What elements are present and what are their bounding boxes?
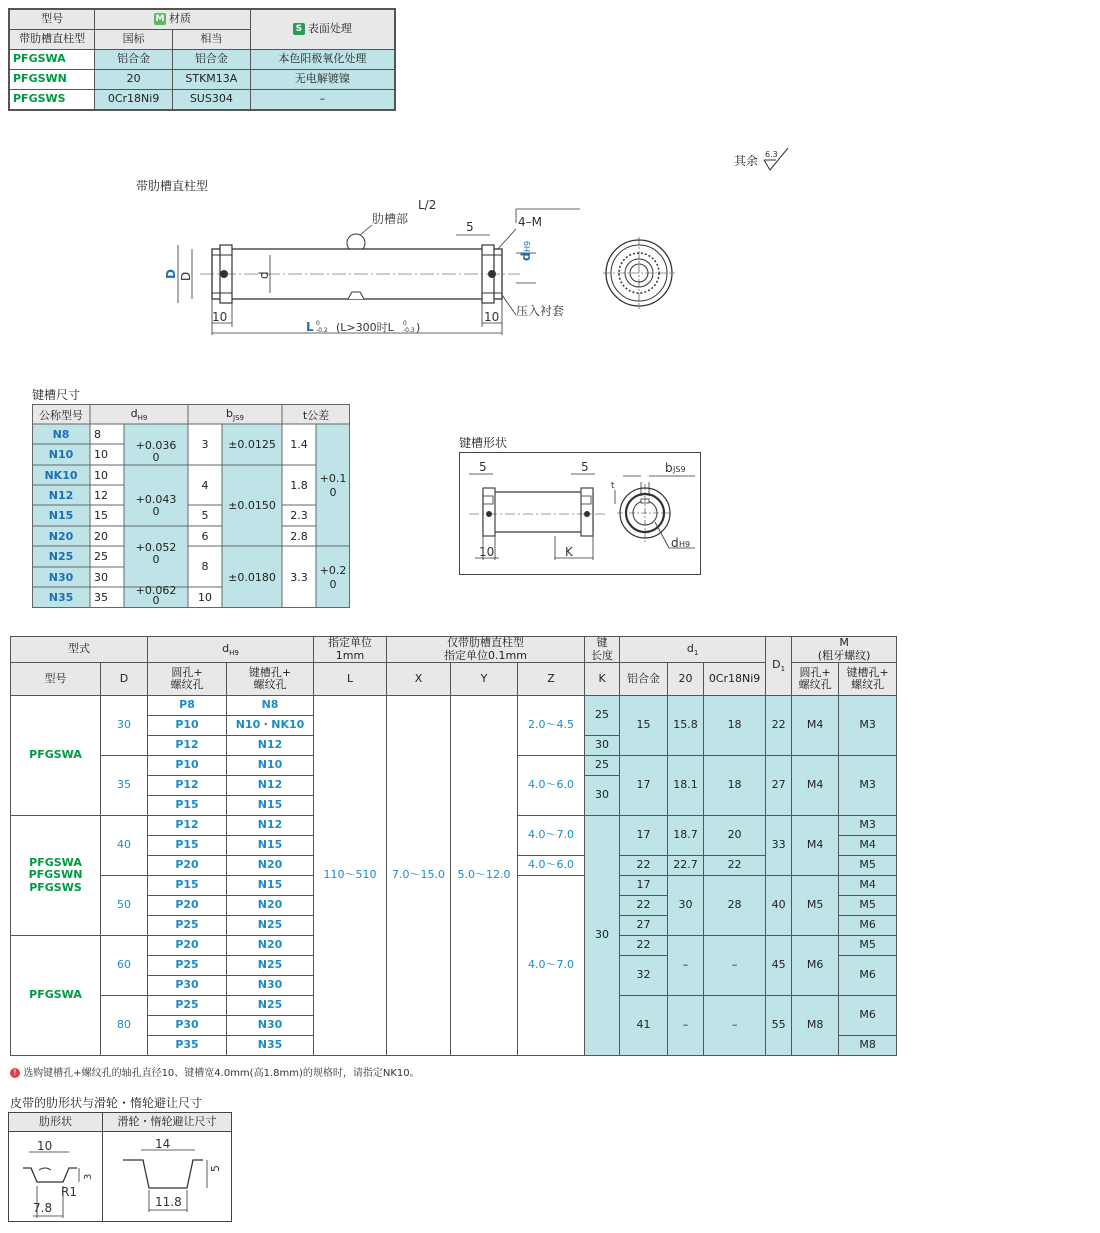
s3-label: 3	[83, 1173, 94, 1180]
Z-cell: 4.0～6.0	[518, 856, 585, 876]
m-round-cell: M8	[792, 996, 839, 1056]
D1-cell: 22	[766, 696, 792, 756]
header-al: 铝合金	[620, 663, 668, 696]
n-cell: N8	[227, 696, 314, 716]
p-cell: P35	[148, 1036, 227, 1056]
n-cell: N20	[227, 896, 314, 916]
keyway-model-cell: N12	[48, 489, 74, 502]
d1-al-cell: 22	[620, 856, 668, 876]
K-cell: 25	[585, 756, 620, 776]
D1-cell: 45	[766, 936, 792, 996]
footnote	[10, 1064, 420, 1079]
tol-bot1: -0.2	[316, 327, 328, 334]
K-cell: 30	[585, 776, 620, 816]
keyway-b-cell: 8	[201, 560, 209, 573]
keyway-model-cell: N25	[48, 550, 74, 563]
model-cell: PFGSWA	[9, 50, 95, 70]
n-cell: N15	[227, 796, 314, 816]
model-cell: PFGSWS	[9, 90, 95, 111]
keyway-ttol-cell: +0.1 0	[319, 472, 347, 499]
keyway-b-cell: 3	[201, 438, 209, 451]
K-cell: 30	[585, 816, 620, 1056]
model-cell: PFGSWN	[9, 70, 95, 90]
r1-label: R1	[61, 1185, 77, 1199]
Z-cell: 4.0～6.0	[518, 756, 585, 816]
equiv-cell: SUS304	[172, 90, 250, 111]
material-table	[8, 8, 396, 111]
m-key-cell: M4	[839, 876, 897, 896]
keyway-t-cell: 1.4	[290, 438, 308, 451]
header-key: 键 长度	[585, 637, 620, 663]
header-K: K	[585, 663, 620, 696]
header-unit2: 仅带肋槽直柱型 指定单位0.1mm	[387, 637, 585, 663]
n-cell: N25	[227, 956, 314, 976]
D1-cell: 40	[766, 876, 792, 936]
p-cell: P15	[148, 836, 227, 856]
d1-al-cell: 17	[620, 816, 668, 856]
five-label: 5	[466, 220, 474, 234]
d1-cr-cell: –	[704, 996, 766, 1056]
header-shape: 肋形状	[9, 1113, 103, 1132]
d1-label: d	[257, 271, 271, 279]
header-mround: 圆孔+ 螺纹孔	[792, 663, 839, 696]
p-cell: P12	[148, 736, 227, 756]
K-cell: 30	[585, 736, 620, 756]
d-label: d	[671, 536, 679, 550]
L-label: L	[306, 320, 314, 334]
d1-cr-cell: 22	[704, 856, 766, 876]
d1-20-cell: –	[668, 936, 704, 996]
four-m-label: 4–M	[518, 215, 542, 229]
D-label: D	[164, 269, 178, 279]
d1-20-cell: 22.7	[668, 856, 704, 876]
table-row	[9, 70, 395, 90]
d1-cr-cell: 20	[704, 816, 766, 856]
n-cell: N30	[227, 1016, 314, 1036]
p-cell: P20	[148, 856, 227, 876]
p-cell: P25	[148, 916, 227, 936]
m-key-cell: M3	[839, 816, 897, 836]
p-cell: P10	[148, 756, 227, 776]
warning-icon: !	[10, 1068, 20, 1078]
p-cell: P20	[148, 936, 227, 956]
keyway-title: 键槽尺寸	[32, 388, 81, 402]
D-cell: 50	[101, 876, 148, 936]
header-surface: S 表面处理	[250, 9, 395, 50]
n-cell: N10・NK10	[227, 716, 314, 736]
Y-cell: 5.0～12.0	[451, 696, 518, 1056]
d1-20-cell: 18.1	[668, 756, 704, 816]
n-cell: N12	[227, 816, 314, 836]
keyway-d-cell: 20	[94, 530, 108, 543]
d1-20-cell: 30	[668, 876, 704, 936]
header-equiv: 相当	[172, 30, 250, 50]
gb-cell: 0Cr18Ni9	[95, 90, 173, 111]
k-label: K	[565, 545, 573, 559]
n-cell: N30	[227, 976, 314, 996]
tol-bot2: -0.3	[403, 327, 415, 334]
header-Z: Z	[518, 663, 585, 696]
five1-label: 5	[479, 460, 487, 474]
m-round-cell: M4	[792, 816, 839, 876]
surface-cell: –	[250, 90, 395, 111]
model-cell: PFGSWA PFGSWN PFGSWS	[11, 816, 101, 936]
surface-cell: 本色阳极氧化处理	[250, 50, 395, 70]
header-material: M 材质	[95, 9, 251, 30]
header-pulley: 滑轮・惰轮避让尺寸	[103, 1113, 231, 1132]
m-round-cell: M5	[792, 876, 839, 936]
header-cr: 0Cr18Ni9	[704, 663, 766, 696]
header-d: $d_{H9}$	[130, 407, 148, 423]
table-row	[9, 90, 395, 111]
d1-al-cell: 17	[620, 876, 668, 896]
keyway-b-cell: 4	[201, 479, 209, 492]
D-cell: 80	[101, 996, 148, 1056]
d1-20-cell: –	[668, 996, 704, 1056]
n-cell: N15	[227, 836, 314, 856]
s10-label: 10	[37, 1139, 53, 1153]
n-cell: N25	[227, 996, 314, 1016]
header-type: 型式	[11, 637, 148, 663]
five2-label: 5	[581, 460, 589, 474]
p-cell: P30	[148, 1016, 227, 1036]
d1-al-cell: 32	[620, 956, 668, 996]
keyway-d-cell: 30	[94, 571, 108, 584]
keyway-d-cell: 35	[94, 591, 108, 604]
gb-cell: 铝合金	[95, 50, 173, 70]
keyway-model-cell: N8	[52, 428, 70, 441]
header-D: D	[101, 663, 148, 696]
m-round-cell: M4	[792, 756, 839, 816]
n-cell: N20	[227, 856, 314, 876]
keyway-dtol-cell: +0.036 0	[135, 439, 177, 464]
ten-left-label: 10	[212, 310, 228, 324]
header-model: 型号	[9, 9, 95, 30]
column-drawing	[160, 195, 580, 340]
rib-shape-drawing	[9, 1132, 102, 1221]
tol-top: 0	[316, 320, 320, 327]
m-key-cell: M5	[839, 896, 897, 916]
pulley-clearance-drawing	[103, 1132, 231, 1221]
keyway-dtol-cell: +0.062 0	[135, 584, 177, 607]
belt-title: 皮带的肋形状与滑轮・惰轮避让尺寸	[10, 1096, 203, 1110]
roughness-value: 6.3	[765, 150, 778, 159]
keyway-t-cell: 2.8	[290, 530, 308, 543]
equiv-cell: STKM13A	[172, 70, 250, 90]
dh9-sub-label: H9	[523, 240, 532, 252]
header-L: L	[314, 663, 387, 696]
Z-cell: 2.0～4.5	[518, 696, 585, 756]
keyway-b-cell: 10	[198, 591, 212, 604]
header-t: t公差	[302, 409, 330, 422]
l-half-label: L/2	[418, 198, 437, 212]
d1-cr-cell: 18	[704, 696, 766, 756]
header-unit1: 指定单位 1mm	[314, 637, 387, 663]
keyway-table	[32, 404, 350, 608]
keyway-d-cell: 12	[94, 489, 108, 502]
header-D1: $D_1$	[766, 637, 792, 696]
keyway-model-cell: N15	[48, 509, 74, 522]
tol-top-2: 0	[403, 320, 407, 327]
keyway-model-cell: NK10	[44, 469, 78, 482]
p-cell: P20	[148, 896, 227, 916]
keyway-model-cell: N20	[48, 530, 74, 543]
equiv-cell: 铝合金	[172, 50, 250, 70]
D-cell: 30	[101, 696, 148, 756]
p118-label: 11.8	[155, 1195, 182, 1209]
m-key-cell: M6	[839, 916, 897, 936]
roughness-note	[734, 152, 758, 169]
keyway-t-cell: 1.8	[290, 479, 308, 492]
s78-label: 7.8	[33, 1201, 53, 1215]
drawing-title: 带肋槽直柱型	[136, 179, 209, 193]
header-20: 20	[668, 663, 704, 696]
keyway-dtol-cell: +0.052 0	[135, 541, 177, 566]
keyway-d-cell: 10	[94, 469, 108, 482]
n-cell: N12	[227, 736, 314, 756]
n-cell: N25	[227, 916, 314, 936]
D-cell: 60	[101, 936, 148, 996]
l-tol-end: )	[416, 321, 421, 334]
keyway-shape-title: 键槽形状	[459, 436, 508, 450]
p-cell: P8	[148, 696, 227, 716]
p-cell: P30	[148, 976, 227, 996]
keyway-model-cell: N10	[48, 448, 74, 461]
d1-20-cell: 18.7	[668, 816, 704, 856]
dh9-label: d	[519, 252, 533, 261]
m-key-cell: M3	[839, 756, 897, 816]
spec-table	[10, 636, 897, 1056]
header-model: 公称型号	[39, 409, 83, 422]
header-M: M (粗牙螺纹)	[792, 637, 897, 663]
end-view-drawing	[603, 237, 675, 309]
Z-cell: 4.0～7.0	[518, 816, 585, 856]
keyway-b-cell: 5	[201, 509, 209, 522]
d-sub-label: H9	[679, 540, 691, 549]
keyway-d-cell: 8	[94, 428, 101, 441]
rib-label: 肋槽部	[372, 212, 409, 226]
m-key-cell: M4	[839, 836, 897, 856]
n-cell: N15	[227, 876, 314, 896]
p14-label: 14	[155, 1137, 171, 1151]
m-key-cell: M8	[839, 1036, 897, 1056]
d1-al-cell: 22	[620, 936, 668, 956]
n-cell: N10	[227, 756, 314, 776]
m-round-cell: M6	[792, 936, 839, 996]
header-X: X	[387, 663, 451, 696]
d1-al-cell: 27	[620, 916, 668, 936]
keyway-d-cell: 25	[94, 550, 108, 563]
d1-al-cell: 22	[620, 896, 668, 916]
header-type: 带肋槽直柱型	[9, 30, 95, 50]
header-gb: 国标	[95, 30, 173, 50]
m-key-cell: M5	[839, 856, 897, 876]
header-Y: Y	[451, 663, 518, 696]
m-key-cell: M6	[839, 956, 897, 996]
keyway-btol-cell: ±0.0180	[228, 571, 276, 584]
roughness-symbol-icon	[762, 146, 792, 174]
D-cell: 35	[101, 756, 148, 816]
header-model: 型号	[11, 663, 101, 696]
m-key-cell: M3	[839, 696, 897, 756]
d1-cr-cell: 18	[704, 756, 766, 816]
roughness-label: 其余	[734, 154, 759, 168]
p-cell: P10	[148, 716, 227, 736]
D1-label: D	[179, 271, 193, 281]
header-keyhole: 键槽孔+ 螺纹孔	[227, 663, 314, 696]
keyway-d-cell: 15	[94, 509, 108, 522]
n-cell: N20	[227, 936, 314, 956]
d1-al-cell: 17	[620, 756, 668, 816]
p-cell: P25	[148, 956, 227, 976]
L-cell: 110～510	[314, 696, 387, 1056]
m-badge-icon: M	[155, 14, 165, 25]
table-row	[9, 50, 395, 70]
n-cell: N35	[227, 1036, 314, 1056]
p-cell: P12	[148, 776, 227, 796]
keyway-shape-drawing	[459, 452, 701, 575]
m-key-cell: M5	[839, 936, 897, 956]
keyway-model-cell: N30	[48, 571, 74, 584]
p-cell: P25	[148, 996, 227, 1016]
D1-cell: 33	[766, 816, 792, 876]
d1-al-cell: 41	[620, 996, 668, 1056]
keyway-t-cell: 2.3	[290, 509, 308, 522]
keyway-btol-cell: ±0.0150	[228, 499, 276, 512]
D-cell: 40	[101, 816, 148, 876]
header-dh9: $d_{H9}$	[148, 637, 314, 663]
D1-cell: 55	[766, 996, 792, 1056]
p5-label: 5	[209, 1165, 222, 1172]
D1-cell: 27	[766, 756, 792, 816]
l-tol-label: (L>300时L	[336, 321, 394, 334]
header-d1: $d_1$	[620, 637, 766, 663]
model-cell: PFGSWA	[11, 936, 101, 1056]
header-b: $b_{JS9}$	[226, 407, 244, 423]
table-row	[11, 696, 897, 716]
X-cell: 7.0～15.0	[387, 696, 451, 1056]
ten-label: 10	[479, 545, 495, 559]
bushing-label: 压入衬套	[516, 304, 565, 318]
header-round: 圆孔+ 螺纹孔	[148, 663, 227, 696]
model-cell: PFGSWA	[11, 696, 101, 816]
p-cell: P15	[148, 876, 227, 896]
n-cell: N12	[227, 776, 314, 796]
header-mkey: 键槽孔+ 螺纹孔	[839, 663, 897, 696]
m-round-cell: M4	[792, 696, 839, 756]
keyway-d-cell: 10	[94, 448, 108, 461]
K-cell: 25	[585, 696, 620, 736]
m-key-cell: M6	[839, 996, 897, 1036]
p-cell: P12	[148, 816, 227, 836]
d1-cr-cell: –	[704, 936, 766, 996]
keyway-dtol-cell: +0.043 0	[135, 493, 177, 518]
d1-20-cell: 15.8	[668, 696, 704, 756]
belt-table	[8, 1112, 232, 1222]
b-label: b	[665, 461, 673, 475]
ten-right-label: 10	[484, 310, 500, 324]
d1-al-cell: 15	[620, 696, 668, 756]
s-badge-icon: S	[293, 23, 305, 35]
Z-cell: 4.0～7.0	[518, 876, 585, 1056]
keyway-t-cell: 3.3	[290, 571, 308, 584]
keyway-b-cell: 6	[201, 530, 209, 543]
footnote-text: 选购键槽孔+螺纹孔的轴孔直径10、键槽宽4.0mm(高1.8mm)的规格时，请指定NK10。	[23, 1068, 420, 1079]
keyway-ttol-cell: +0.2 0	[319, 564, 347, 591]
surface-cell: 无电解镀镍	[250, 70, 395, 90]
keyway-model-cell: N35	[48, 591, 74, 604]
b-sub-label: JS9	[673, 465, 686, 474]
d1-cr-cell: 28	[704, 876, 766, 936]
t-label: t	[611, 481, 615, 491]
keyway-btol-cell: ±0.0125	[228, 438, 276, 451]
p-cell: P15	[148, 796, 227, 816]
gb-cell: 20	[95, 70, 173, 90]
